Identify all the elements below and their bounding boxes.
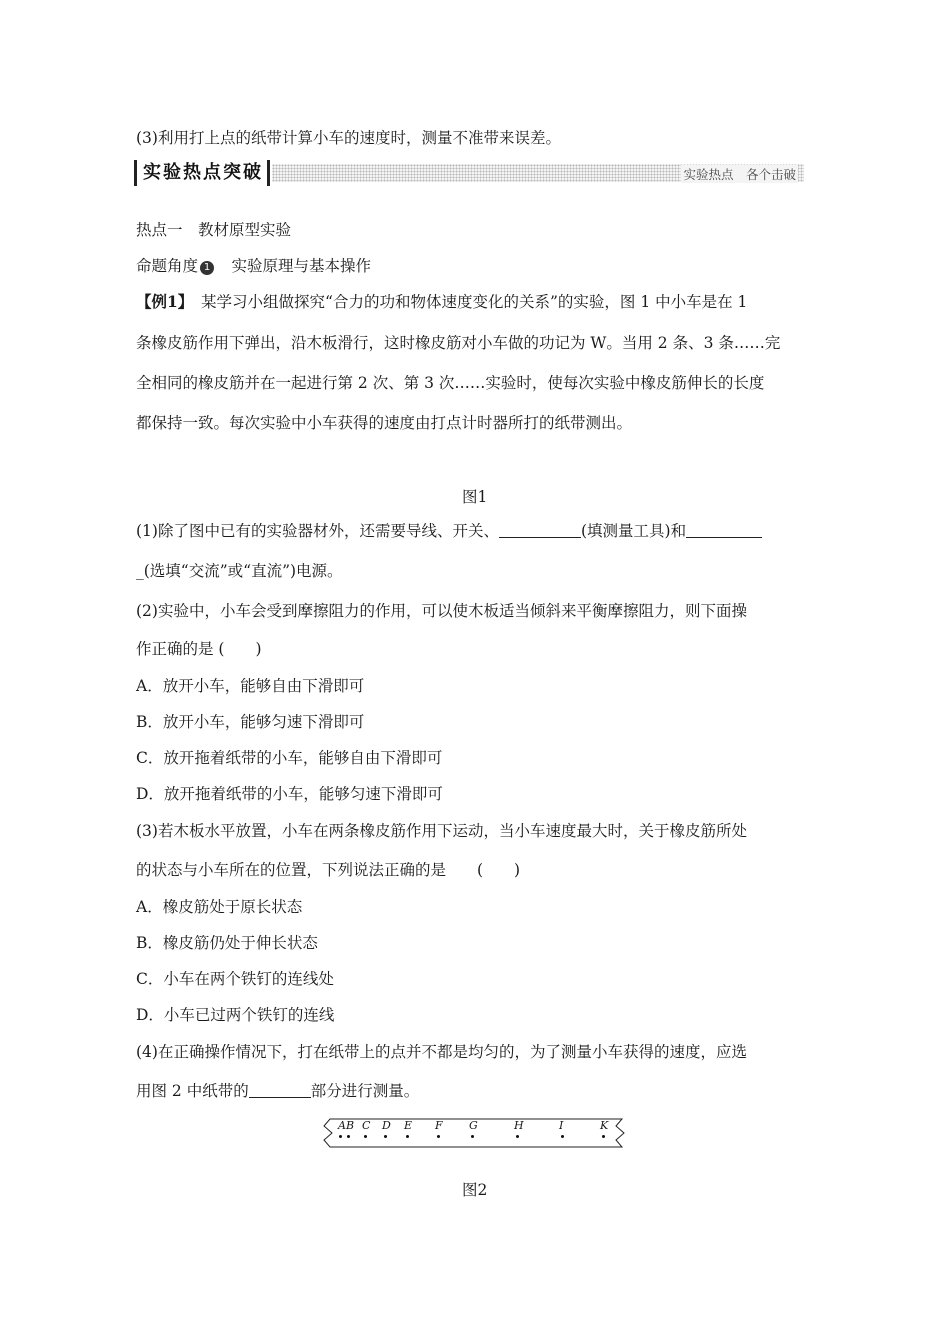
paper-tape-figure xyxy=(322,1116,630,1152)
tape-dot xyxy=(471,1135,474,1138)
text-line: 条橡皮筋作用下弹出，沿木板滑行，这时橡皮筋对小车做的功记为 W。当用 2 条、3 条……完 xyxy=(136,334,781,352)
tape-dot xyxy=(516,1135,519,1138)
tape-point-label: I xyxy=(559,1119,564,1132)
option-d: D．小车已过两个铁钉的连线 xyxy=(136,1006,335,1024)
question4-line: (4)在正确操作情况下，打在纸带上的点并不都是均匀的，为了测量小车获得的速度，应选 xyxy=(136,1043,747,1061)
question4-line-2 xyxy=(136,1081,419,1101)
text-line: (3)利用打上点的纸带计算小车的速度时，测量不准带来误差。 xyxy=(136,129,561,147)
option-a: A．放开小车，能够自由下滑即可 xyxy=(136,677,365,695)
tape-dot xyxy=(347,1135,350,1138)
text-line: 都保持一致。每次实验中小车获得的速度由打点计时器所打的纸带测出。 xyxy=(136,414,633,432)
option-b: B．放开小车，能够匀速下滑即可 xyxy=(136,713,365,731)
option-a: A．橡皮筋处于原长状态 xyxy=(136,898,303,916)
text-line: 的状态与小车所在的位置，下列说法正确的是 ( ) xyxy=(136,861,521,879)
number-circle-icon: 1 xyxy=(200,261,214,275)
answer-blank xyxy=(686,523,762,538)
tape-point-label: K xyxy=(600,1119,609,1132)
option-c: C．放开拖着纸带的小车，能够自由下滑即可 xyxy=(136,749,443,767)
tape-dot xyxy=(561,1135,564,1138)
answer-blank xyxy=(249,1083,311,1098)
option-d: D．放开拖着纸带的小车，能够匀速下滑即可 xyxy=(136,785,443,803)
tape-point-label: F xyxy=(435,1119,443,1132)
example-label: 【例1】 xyxy=(136,292,186,311)
tape-point-label: E xyxy=(404,1119,413,1132)
tape-point-label: H xyxy=(514,1119,524,1132)
option-b: B．橡皮筋仍处于伸长状态 xyxy=(136,934,318,952)
tape-dot xyxy=(339,1135,342,1138)
figure2-caption: 图2 xyxy=(462,1181,488,1199)
angle-prefix: 命题角度 xyxy=(136,257,199,275)
angle-text: 实验原理与基本操作 xyxy=(216,257,372,275)
angle-heading xyxy=(136,256,371,276)
tape-point-label: G xyxy=(469,1119,478,1132)
q4-text-2: 部分进行测量。 xyxy=(310,1082,420,1100)
tape-dot xyxy=(437,1135,440,1138)
q4-text: 用图 2 中纸带的 xyxy=(136,1082,249,1100)
tape-dot xyxy=(364,1135,367,1138)
text-line: _(选填“交流”或“直流”)电源。 xyxy=(136,562,343,580)
tape-dot xyxy=(384,1135,387,1138)
tape-dot xyxy=(406,1135,409,1138)
tape-point-label: D xyxy=(382,1119,391,1132)
figure1-caption: 图1 xyxy=(462,488,488,506)
hotspot-heading: 热点一 教材原型实验 xyxy=(136,221,292,239)
example-text: 某学习小组做探究“合力的功和物体速度变化的关系”的实验，图 1 中小车是在 1 xyxy=(185,293,748,311)
example-line xyxy=(136,292,747,312)
question2-line: (2)实验中，小车会受到摩擦阻力的作用，可以使木板适当倾斜来平衡摩擦阻力，则下面操 xyxy=(136,602,747,620)
section-banner xyxy=(134,160,804,186)
question3-line: (3)若木板水平放置，小车在两条橡皮筋作用下运动，当小车速度最大时，关于橡皮筋所处 xyxy=(136,822,747,840)
question1-line xyxy=(136,521,762,541)
tape-dot xyxy=(602,1135,605,1138)
answer-blank xyxy=(499,523,581,538)
q1-text: (1)除了图中已有的实验器材外，还需要导线、开关、 xyxy=(136,522,499,540)
tape-point-label: C xyxy=(362,1119,371,1132)
section-title: 实验热点突破 xyxy=(134,160,270,186)
text-line: 作正确的是 ( ) xyxy=(136,640,262,658)
text-line: 全相同的橡皮筋并在一起进行第 2 次、第 3 次……实验时，使每次实验中橡皮筋伸长的长度 xyxy=(136,374,765,392)
q1-text-2: (填测量工具)和 xyxy=(580,522,687,540)
option-c: C．小车在两个铁钉的连线处 xyxy=(136,970,334,988)
section-subtitle: 实验热点 各个击破 xyxy=(683,167,796,182)
tape-point-label: AB xyxy=(338,1119,355,1132)
